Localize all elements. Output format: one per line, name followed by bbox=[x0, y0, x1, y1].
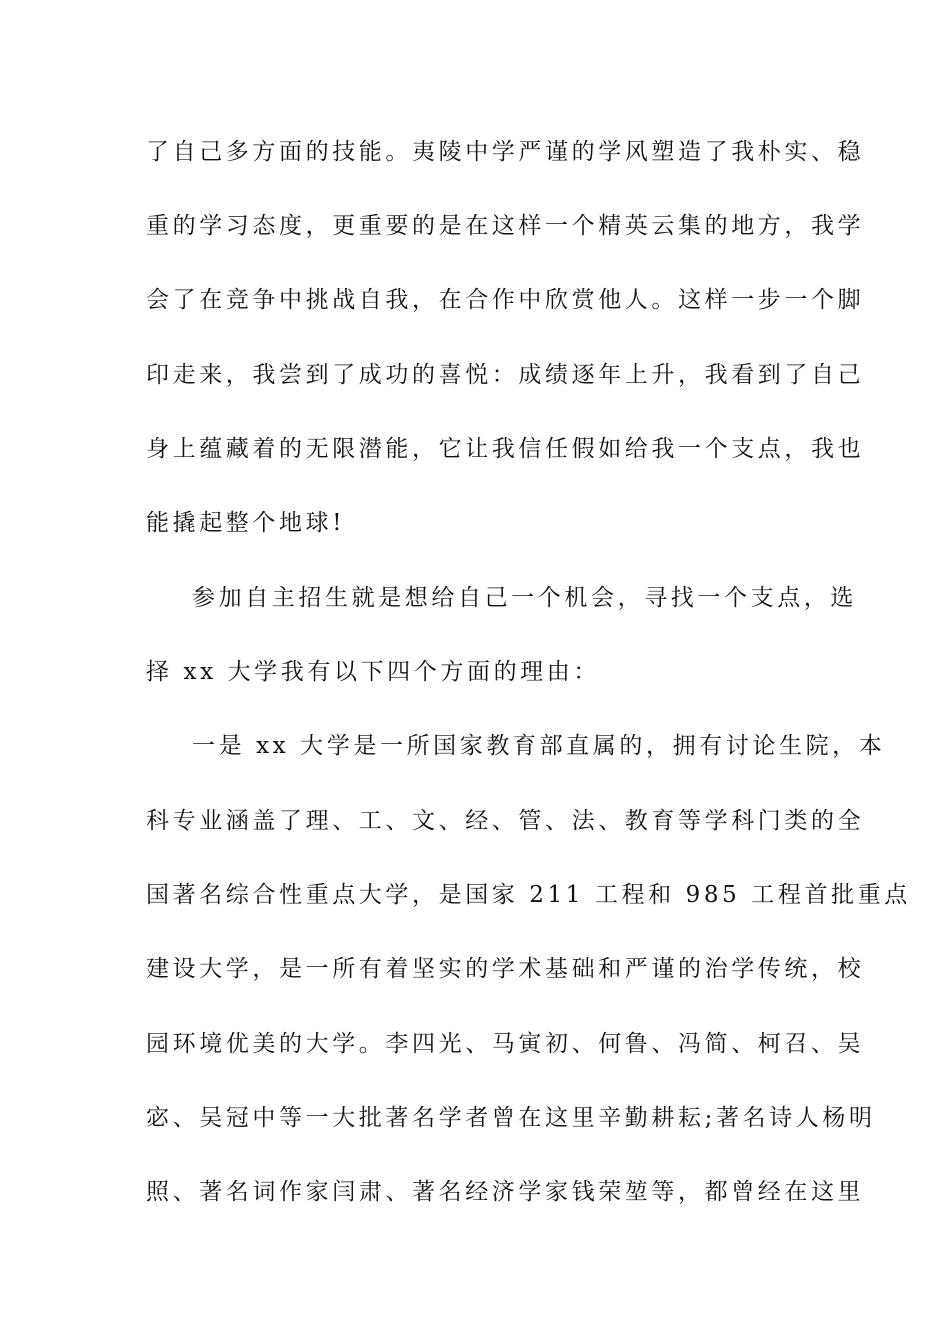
paragraph-line: 了自己多方面的技能。夷陵中学严谨的学风塑造了我朴实、稳 bbox=[146, 139, 865, 165]
paragraph-line: 建设大学，是一所有着坚实的学术基础和严谨的治学传统，校 bbox=[146, 956, 865, 982]
paragraph-line: 参加自主招生就是想给自己一个机会，寻找一个支点，选 bbox=[192, 585, 857, 611]
paragraph-line: 择 xx 大学我有以下四个方面的理由： bbox=[146, 659, 600, 685]
paragraph-line: 照、著名词作家闫肃、著名经济学家钱荣堃等，都曾经在这里 bbox=[146, 1179, 865, 1205]
paragraph-line: 印走来，我尝到了成功的喜悦：成绩逐年上升，我看到了自己 bbox=[146, 362, 865, 388]
paragraph-line: 身上蕴藏着的无限潜能，它让我信任假如给我一个支点，我也 bbox=[146, 436, 865, 462]
paragraph-line: 重的学习态度，更重要的是在这样一个精英云集的地方，我学 bbox=[146, 213, 865, 239]
paragraph-line: 园环境优美的大学。李四光、马寅初、何鲁、冯简、柯召、吴 bbox=[146, 1031, 865, 1057]
paragraph-line: 国著名综合性重点大学，是国家 211 工程和 985 工程首批重点 bbox=[146, 882, 911, 908]
paragraph-line: 会了在竞争中挑战自我，在合作中欣赏他人。这样一步一个脚 bbox=[146, 287, 865, 313]
paragraph-line: 宓、吴冠中等一大批著名学者曾在这里辛勤耕耘;著名诗人杨明 bbox=[146, 1105, 876, 1131]
paragraph-line: 能撬起整个地球! bbox=[146, 510, 346, 536]
paragraph-line: 一是 xx 大学是一所国家教育部直属的，拥有讨论生院，本 bbox=[192, 733, 886, 759]
paragraph-line: 科专业涵盖了理、工、文、经、管、法、教育等学科门类的全 bbox=[146, 808, 865, 834]
